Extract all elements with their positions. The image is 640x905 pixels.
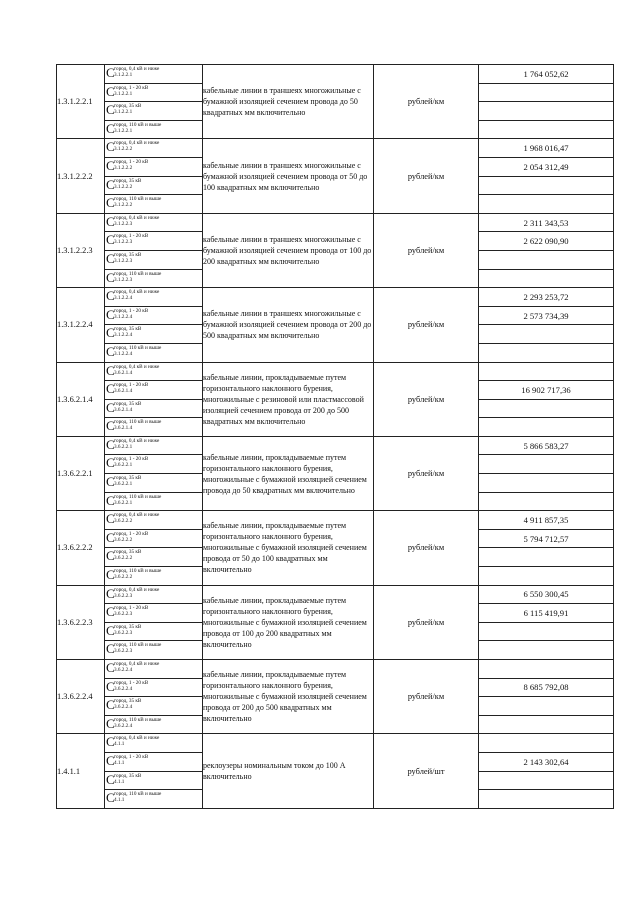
c-glyph-icon: C (106, 474, 115, 490)
subrow-cell (105, 120, 203, 139)
subrow-label (114, 85, 148, 97)
c-glyph-icon: C (106, 511, 115, 527)
c-glyph-icon: C (106, 492, 115, 508)
subrow-code: 3.1.2.2.4 (114, 295, 133, 302)
subrow-cell (105, 641, 203, 660)
tariff-table (56, 64, 614, 809)
row-description: кабельные линии, прокладываемые путем горизонтального наклонного бурения, многожильные с бумажной изоляцией сечением провода от 100 до 200 квадратных мм включительно (203, 585, 374, 659)
subrow-code: 3.6.2.2.1 (114, 462, 133, 469)
subrow-code: 3.6.2.2.4 (114, 685, 133, 692)
subrow-code: 3.1.2.2.1 (114, 109, 133, 116)
subrow-label (114, 754, 148, 766)
subrow-label-text: город, 35 кВ (114, 326, 142, 333)
subrow-label-text: город, 35 кВ (114, 103, 142, 110)
c-glyph-icon: C (106, 343, 115, 359)
subrow-label-text: город, 35 кВ (114, 177, 142, 184)
row-code: 1.3.6.2.1.4 (57, 362, 105, 436)
subrow-label (114, 401, 141, 413)
subrow-cell (105, 697, 203, 716)
c-glyph-icon: C (106, 325, 115, 341)
value-cell (479, 641, 614, 660)
subrow-code: 3.1.2.2.4 (114, 350, 133, 357)
subrow-cell (105, 511, 203, 530)
subrow-label (114, 178, 141, 190)
subrow-code: 3.6.2.2.2 (114, 574, 133, 581)
subrow-code: 3.1.2.2.1 (114, 72, 133, 78)
subrow-code: 4.1.1 (114, 778, 125, 785)
subrow-label (114, 605, 148, 617)
subrow-code: 3.1.2.2.2 (114, 146, 133, 153)
subrow-code: 3.6.2.2.3 (114, 611, 133, 618)
c-glyph-icon: C (106, 436, 115, 452)
value-cell (479, 492, 614, 511)
value-cell: 2 143 302,64 (479, 752, 614, 771)
c-glyph-icon: C (106, 418, 115, 434)
c-glyph-icon: C (106, 548, 115, 564)
subrow-label-text: город, 1 - 20 кВ (114, 456, 149, 463)
value-cell (479, 790, 614, 809)
value-cell (479, 548, 614, 567)
subrow-label-text: город, 1 - 20 кВ (114, 605, 149, 612)
subrow-label-text: город, 35 кВ (114, 251, 142, 258)
value-cell: 2 622 090,90 (479, 232, 614, 251)
subrow-code: 3.6.2.2.1 (114, 443, 133, 450)
c-glyph-icon: C (106, 399, 115, 415)
subrow-label-text: город, 35 кВ (114, 698, 142, 705)
subrow-code: 3.1.2.2.1 (114, 127, 133, 134)
value-cell (479, 697, 614, 716)
subrow-label (114, 233, 148, 245)
subrow-label (114, 66, 159, 78)
subrow-label (114, 271, 161, 283)
c-glyph-icon: C (106, 660, 115, 675)
row-description: кабельные линии в траншеях многожильные с бумажной изоляцией сечением провода от 100 до 200 квадратных мм включительно (203, 213, 374, 287)
c-glyph-icon: C (106, 288, 115, 304)
subrow-label-text: город, 110 кВ и выше (114, 419, 162, 426)
value-cell (479, 734, 614, 753)
subrow-code: 3.1.2.2.3 (114, 239, 133, 246)
c-glyph-icon: C (106, 771, 115, 787)
value-cell (479, 102, 614, 121)
c-glyph-icon: C (106, 213, 115, 229)
value-cell: 6 115 419,91 (479, 604, 614, 623)
subrow-code: 3.6.2.2.2 (114, 536, 133, 543)
value-cell (479, 343, 614, 362)
subrow-label (114, 140, 159, 152)
subrow-label (114, 735, 159, 747)
subrow-code: 3.6.2.2.4 (114, 722, 133, 729)
row-unit: рублей/км (374, 660, 479, 734)
subrow-label (114, 494, 161, 506)
subrow-label-text: город, 110 кВ и выше (114, 270, 162, 277)
subrow-cell (105, 734, 203, 753)
subrow-label (114, 438, 159, 450)
value-cell: 2 054 312,49 (479, 157, 614, 176)
subrow-label (114, 717, 161, 729)
subrow-label (114, 475, 141, 487)
subrow-label-text: город, 110 кВ и выше (114, 791, 162, 798)
subrow-label-text: город, 1 - 20 кВ (114, 382, 149, 389)
subrow-code: 3.6.2.2.3 (114, 629, 133, 636)
subrow-cell (105, 548, 203, 567)
value-cell (479, 418, 614, 437)
row-unit: рублей/км (374, 213, 479, 287)
table-row (57, 436, 614, 455)
subrow-label (114, 587, 159, 599)
subrow-label-text: город, 1 - 20 кВ (114, 679, 149, 686)
row-unit: рублей/км (374, 139, 479, 213)
value-cell (479, 83, 614, 102)
subrow-label-text: город, 0,4 кВ и ниже (114, 437, 160, 444)
subrow-label (114, 308, 148, 320)
subrow-label-text: город, 35 кВ (114, 475, 142, 482)
subrow-code: 3.6.2.1.4 (114, 388, 133, 395)
table-row (57, 511, 614, 530)
c-glyph-icon: C (106, 65, 115, 80)
subrow-cell (105, 381, 203, 400)
value-cell (479, 622, 614, 641)
value-cell (479, 325, 614, 344)
subrow-label-text: город, 35 кВ (114, 623, 142, 630)
value-cell (479, 362, 614, 381)
subrow-code: 3.6.2.2.1 (114, 499, 133, 506)
subrow-code: 3.6.2.2.4 (114, 704, 133, 711)
subrow-code: 3.1.2.2.2 (114, 202, 133, 209)
subrow-cell (105, 715, 203, 734)
c-glyph-icon: C (106, 232, 115, 248)
row-description: кабельные линии, прокладываемые путем горизонтального наклонного бурения, многожильные с резиновой или пластмассовой изоляцией сечением провода от 200 до 500 квадратных мм включительно (203, 362, 374, 436)
subrow-cell (105, 195, 203, 214)
value-cell (479, 250, 614, 269)
value-cell (479, 567, 614, 586)
subrow-code: 3.1.2.2.3 (114, 257, 133, 264)
subrow-code: 3.1.2.2.2 (114, 164, 133, 171)
subrow-code: 4.1.1 (114, 759, 125, 766)
row-description: реклоузеры номинальным током до 100 А включительно (203, 734, 374, 808)
subrow-label (114, 661, 159, 673)
value-cell: 5 794 712,57 (479, 529, 614, 548)
subrow-label-text: город, 0,4 кВ и ниже (114, 512, 160, 519)
subrow-code: 3.6.2.2.2 (114, 518, 133, 525)
subrow-code: 3.1.2.2.4 (114, 313, 133, 320)
subrow-label-text: город, 0,4 кВ и ниже (114, 586, 160, 593)
subrow-cell (105, 585, 203, 604)
c-glyph-icon: C (106, 529, 115, 545)
subrow-label-text: город, 110 кВ и выше (114, 493, 162, 500)
c-glyph-icon: C (106, 83, 115, 99)
subrow-label-text: город, 0,4 кВ и ниже (114, 214, 160, 221)
value-cell: 2 293 253,72 (479, 288, 614, 307)
c-glyph-icon: C (106, 715, 115, 731)
value-cell (479, 660, 614, 679)
subrow-cell (105, 232, 203, 251)
subrow-label (114, 196, 161, 208)
c-glyph-icon: C (106, 176, 115, 192)
subrow-cell (105, 567, 203, 586)
c-glyph-icon: C (106, 455, 115, 471)
value-cell (479, 120, 614, 139)
subrow-code: 3.1.2.2.4 (114, 332, 133, 339)
subrow-cell (105, 492, 203, 511)
subrow-label (114, 698, 141, 710)
row-unit: рублей/км (374, 362, 479, 436)
subrow-code: 3.1.2.2.3 (114, 220, 133, 227)
row-description: кабельные линии, прокладываемые путем горизонтального наклонного бурения, многожильные с бумажной изоляцией сечением провода до 50 квадратных мм включительно (203, 436, 374, 510)
c-glyph-icon: C (106, 641, 115, 657)
subrow-cell (105, 102, 203, 121)
subrow-cell (105, 288, 203, 307)
value-cell: 16 902 717,36 (479, 381, 614, 400)
value-cell: 4 911 857,35 (479, 511, 614, 530)
row-unit: рублей/км (374, 436, 479, 510)
value-cell (479, 771, 614, 790)
table-row (57, 585, 614, 604)
row-code: 1.3.1.2.2.3 (57, 213, 105, 287)
subrow-cell (105, 474, 203, 493)
subrow-label (114, 382, 148, 394)
value-cell: 1 764 052,62 (479, 65, 614, 84)
subrow-label (114, 103, 141, 115)
subrow-label-text: город, 1 - 20 кВ (114, 753, 149, 760)
subrow-label-text: город, 0,4 кВ и ниже (114, 66, 160, 72)
subrow-cell (105, 213, 203, 232)
subrow-label-text: город, 1 - 20 кВ (114, 530, 149, 537)
row-unit: рублей/км (374, 585, 479, 659)
subrow-label-text: город, 1 - 20 кВ (114, 233, 149, 240)
subrow-label-text: город, 0,4 кВ и ниже (114, 140, 160, 147)
c-glyph-icon: C (106, 585, 115, 601)
row-description: кабельные линии в траншеях многожильные с бумажной изоляцией сечением провода от 50 до 100 квадратных мм включительно (203, 139, 374, 213)
value-cell: 2 573 734,39 (479, 306, 614, 325)
subrow-label-text: город, 35 кВ (114, 549, 142, 556)
subrow-label (114, 159, 148, 171)
subrow-label (114, 791, 161, 803)
subrow-cell (105, 790, 203, 809)
c-glyph-icon: C (106, 567, 115, 583)
c-glyph-icon: C (106, 362, 115, 378)
value-cell (479, 399, 614, 418)
row-code: 1.3.6.2.2.4 (57, 660, 105, 734)
row-unit: рублей/км (374, 65, 479, 139)
row-code: 1.3.1.2.2.4 (57, 288, 105, 362)
c-glyph-icon: C (106, 139, 115, 155)
value-cell (479, 269, 614, 288)
subrow-cell (105, 269, 203, 288)
subrow-code: 3.6.2.2.1 (114, 481, 133, 488)
subrow-code: 3.6.2.1.4 (114, 369, 133, 376)
subrow-label-text: город, 35 кВ (114, 400, 142, 407)
subrow-code: 3.6.2.1.4 (114, 406, 133, 413)
value-cell (479, 195, 614, 214)
row-unit: рублей/шт (374, 734, 479, 808)
row-unit: рублей/км (374, 288, 479, 362)
subrow-cell (105, 752, 203, 771)
subrow-label (114, 773, 141, 785)
subrow-cell (105, 455, 203, 474)
value-cell (479, 455, 614, 474)
table-row (57, 362, 614, 381)
c-glyph-icon: C (106, 157, 115, 173)
subrow-cell (105, 139, 203, 158)
row-code: 1.3.1.2.2.1 (57, 65, 105, 139)
value-cell (479, 715, 614, 734)
c-glyph-icon: C (106, 250, 115, 266)
subrow-cell (105, 529, 203, 548)
subrow-label (114, 289, 159, 301)
table-row (57, 660, 614, 679)
c-glyph-icon: C (106, 790, 115, 806)
subrow-cell (105, 325, 203, 344)
subrow-cell (105, 399, 203, 418)
subrow-label-text: город, 110 кВ и выше (114, 344, 162, 351)
row-description: кабельные линии, прокладываемые путем горизонтального наклонного бурения, многожильные с бумажной изоляцией сечением провода от 50 до 100 квадратных мм включительно (203, 511, 374, 585)
table-row (57, 734, 614, 753)
subrow-label-text: город, 0,4 кВ и ниже (114, 661, 160, 667)
subrow-code: 3.1.2.2.3 (114, 276, 133, 283)
subrow-cell (105, 83, 203, 102)
tariff-table-body (57, 65, 614, 809)
subrow-label (114, 549, 141, 561)
c-glyph-icon: C (106, 678, 115, 694)
subrow-code: 3.1.2.2.1 (114, 90, 133, 97)
subrow-code: 3.6.2.2.3 (114, 648, 133, 655)
subrow-label (114, 456, 148, 468)
table-row (57, 288, 614, 307)
subrow-label (114, 642, 161, 654)
subrow-label-text: город, 110 кВ и выше (114, 568, 162, 575)
subrow-cell (105, 604, 203, 623)
subrow-cell (105, 176, 203, 195)
subrow-cell (105, 362, 203, 381)
subrow-cell (105, 418, 203, 437)
subrow-cell (105, 678, 203, 697)
subrow-cell (105, 65, 203, 84)
subrow-code: 4.1.1 (114, 741, 125, 748)
subrow-label (114, 252, 141, 264)
subrow-label (114, 624, 141, 636)
subrow-cell (105, 660, 203, 679)
subrow-label (114, 531, 148, 543)
subrow-code: 3.1.2.2.2 (114, 183, 133, 190)
value-cell: 8 685 792,08 (479, 678, 614, 697)
subrow-label-text: город, 0,4 кВ и ниже (114, 735, 160, 742)
row-code: 1.4.1.1 (57, 734, 105, 808)
subrow-label-text: город, 110 кВ и выше (114, 716, 162, 723)
row-description: кабельные линии, прокладываемые путем горизонтального наклонного бурения, многожильные с бумажной изоляцией сечением провода от 200 до 500 квадратных мм включительно (203, 660, 374, 734)
subrow-cell (105, 622, 203, 641)
table-row (57, 213, 614, 232)
row-code: 1.3.6.2.2.1 (57, 436, 105, 510)
subrow-label-text: город, 110 кВ и выше (114, 196, 162, 203)
row-code: 1.3.6.2.2.2 (57, 511, 105, 585)
row-code: 1.3.6.2.2.3 (57, 585, 105, 659)
subrow-label-text: город, 1 - 20 кВ (114, 84, 149, 91)
value-cell: 1 968 016,47 (479, 139, 614, 158)
value-cell: 6 550 300,45 (479, 585, 614, 604)
subrow-cell (105, 343, 203, 362)
subrow-cell (105, 250, 203, 269)
row-description: кабельные линии в траншеях многожильные с бумажной изоляцией сечением провода от 200 до 500 квадратных мм включительно (203, 288, 374, 362)
subrow-label (114, 364, 159, 376)
value-cell: 2 311 343,53 (479, 213, 614, 232)
subrow-label (114, 122, 161, 134)
subrow-label-text: город, 1 - 20 кВ (114, 158, 149, 165)
table-row (57, 139, 614, 158)
c-glyph-icon: C (106, 604, 115, 620)
row-code: 1.3.1.2.2.2 (57, 139, 105, 213)
subrow-label (114, 345, 161, 357)
table-row (57, 65, 614, 84)
subrow-label-text: город, 0,4 кВ и ниже (114, 289, 160, 296)
c-glyph-icon: C (106, 381, 115, 397)
c-glyph-icon: C (106, 306, 115, 322)
c-glyph-icon: C (106, 269, 115, 285)
c-glyph-icon: C (106, 752, 115, 768)
subrow-label (114, 215, 159, 227)
subrow-label-text: город, 0,4 кВ и ниже (114, 363, 160, 370)
subrow-label-text: город, 110 кВ и выше (114, 121, 162, 128)
subrow-cell (105, 771, 203, 790)
subrow-label (114, 419, 161, 431)
c-glyph-icon: C (106, 622, 115, 638)
row-description: кабельные линии в траншеях многожильные с бумажной изоляцией сечением провода до 50 квадратных мм включительно (203, 65, 374, 139)
subrow-code: 4.1.1 (114, 797, 125, 804)
subrow-cell (105, 436, 203, 455)
subrow-code: 3.6.2.2.3 (114, 592, 133, 599)
c-glyph-icon: C (106, 734, 115, 750)
subrow-cell (105, 157, 203, 176)
subrow-label (114, 326, 141, 338)
value-cell (479, 474, 614, 493)
subrow-label (114, 512, 159, 524)
c-glyph-icon: C (106, 195, 115, 211)
subrow-label (114, 680, 148, 692)
subrow-label-text: город, 110 кВ и выше (114, 642, 162, 649)
subrow-label-text: город, 35 кВ (114, 772, 142, 779)
value-cell (479, 176, 614, 195)
subrow-label-text: город, 1 - 20 кВ (114, 307, 149, 314)
subrow-code: 3.6.2.2.2 (114, 555, 133, 562)
subrow-code: 3.6.2.2.4 (114, 667, 133, 673)
subrow-cell (105, 306, 203, 325)
value-cell: 5 866 583,27 (479, 436, 614, 455)
row-unit: рублей/км (374, 511, 479, 585)
c-glyph-icon: C (106, 102, 115, 118)
subrow-code: 3.6.2.1.4 (114, 425, 133, 432)
c-glyph-icon: C (106, 120, 115, 136)
c-glyph-icon: C (106, 697, 115, 713)
subrow-label (114, 568, 161, 580)
